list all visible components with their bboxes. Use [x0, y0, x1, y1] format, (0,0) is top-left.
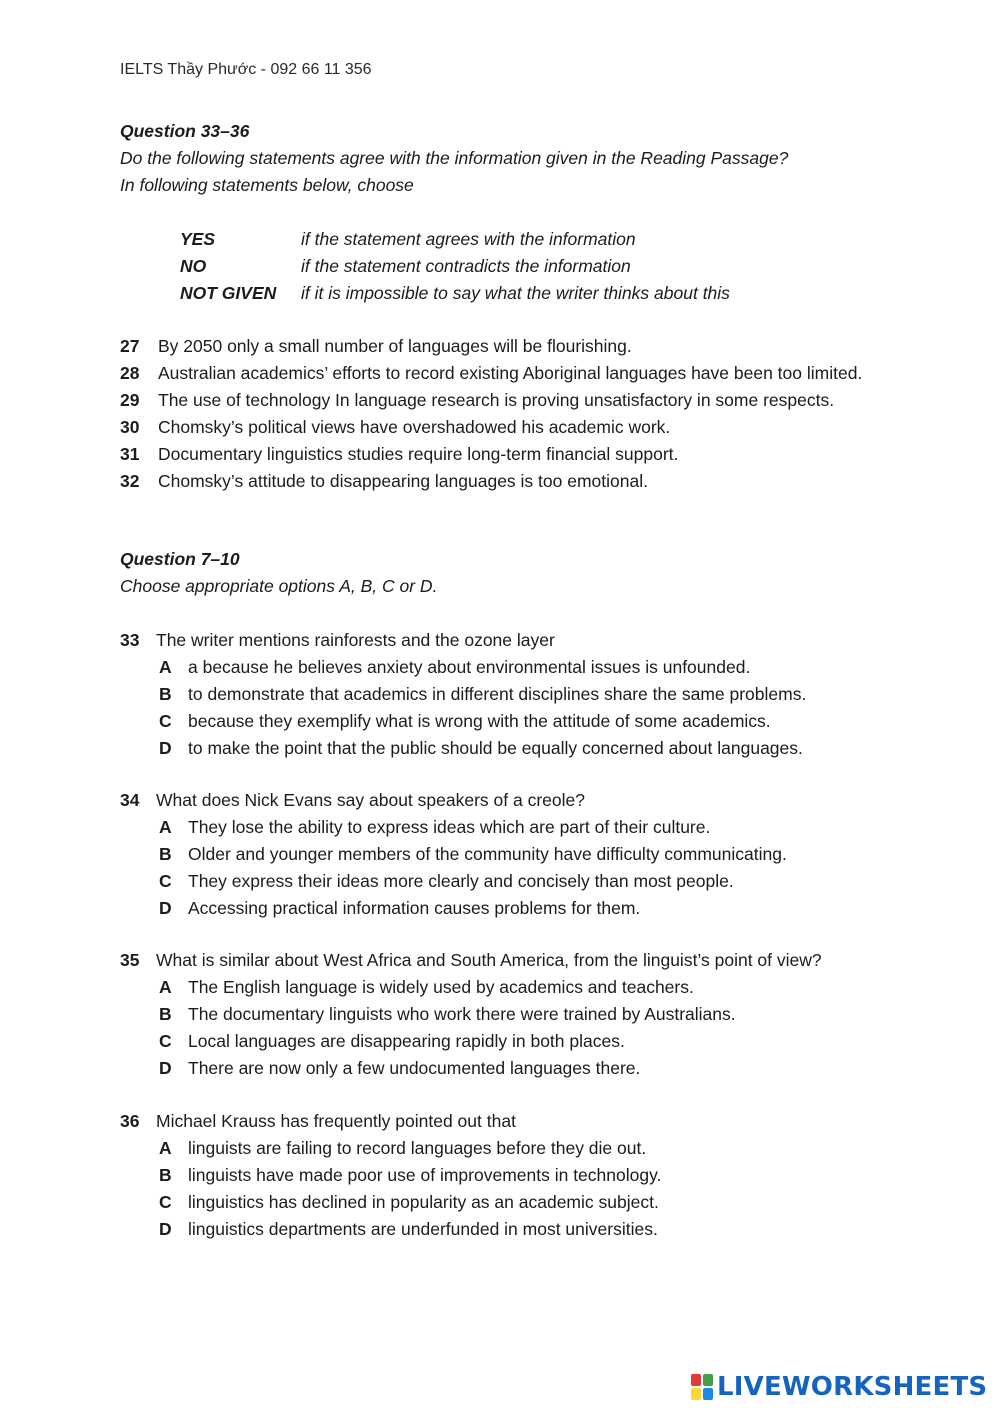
option-text: Older and younger members of the community have difficulty communicating. — [188, 844, 787, 864]
question-text: What is similar about West Africa and South America, from the linguist’s point of view? — [156, 950, 822, 970]
statement-text: Chomsky’s political views have overshadowed his academic work. — [158, 417, 671, 437]
option-a[interactable] — [120, 814, 900, 841]
statement-text: By 2050 only a small number of languages will be flourishing. — [158, 336, 632, 356]
legend-row — [180, 280, 730, 307]
statement-item — [120, 441, 900, 468]
statement-number: 27 — [120, 336, 140, 356]
option-letter: A — [159, 817, 172, 837]
option-text: Local languages are disappearing rapidly in both places. — [188, 1031, 625, 1051]
option-c[interactable] — [120, 708, 900, 735]
option-text: There are now only a few undocumented languages there. — [188, 1058, 641, 1078]
instruction-line: Do the following statements agree with the information given in the Reading Passage? — [120, 148, 789, 168]
statement-number: 31 — [120, 444, 140, 464]
logo-square-blue — [703, 1388, 713, 1400]
mcq-question — [120, 787, 900, 922]
option-letter: B — [159, 1165, 172, 1185]
legend-description: if it is impossible to say what the writer thinks about this — [301, 283, 730, 303]
statement-list — [120, 333, 900, 495]
option-letter: A — [159, 1138, 172, 1158]
logo-square-red — [691, 1374, 701, 1386]
option-c[interactable] — [120, 1189, 900, 1216]
option-d[interactable] — [120, 735, 900, 762]
section-yes-no-not-given — [120, 118, 920, 199]
option-a[interactable] — [120, 654, 900, 681]
option-b[interactable] — [120, 841, 900, 868]
legend-row — [180, 226, 730, 253]
option-b[interactable] — [120, 1162, 900, 1189]
statement-text: The use of technology In language research is proving unsatisfactory in some respects. — [158, 390, 835, 410]
option-c[interactable] — [120, 868, 900, 895]
statement-number: 32 — [120, 471, 140, 491]
option-letter: C — [159, 1192, 172, 1212]
option-text: linguistics has declined in popularity as an academic subject. — [188, 1192, 659, 1212]
legend-description: if the statement agrees with the information — [301, 229, 636, 249]
question-stem — [120, 627, 900, 654]
question-text: The writer mentions rainforests and the ozone layer — [156, 630, 555, 650]
question-number: 34 — [120, 790, 140, 810]
option-d[interactable] — [120, 895, 900, 922]
question-stem — [120, 947, 900, 974]
mcq-question — [120, 947, 900, 1082]
question-number: 36 — [120, 1111, 140, 1131]
statement-text: Documentary linguistics studies require long-term financial support. — [158, 444, 679, 464]
option-letter: B — [159, 844, 172, 864]
option-a[interactable] — [120, 1135, 900, 1162]
page-header: IELTS Thầy Phước - 092 66 11 356 — [120, 61, 372, 78]
option-a[interactable] — [120, 974, 900, 1001]
statement-text: Australian academics’ efforts to record existing Aboriginal languages have been too limited. — [158, 363, 863, 383]
option-text: linguists have made poor use of improvements in technology. — [188, 1165, 662, 1185]
option-text: to demonstrate that academics in different disciplines share the same problems. — [188, 684, 807, 704]
option-c[interactable] — [120, 1028, 900, 1055]
statement-item — [120, 468, 900, 495]
option-letter: D — [159, 1219, 172, 1239]
question-text: Michael Krauss has frequently pointed out that — [156, 1111, 516, 1131]
option-text: a because he believes anxiety about environmental issues is unfounded. — [188, 657, 751, 677]
option-d[interactable] — [120, 1216, 900, 1243]
legend-term: YES — [180, 229, 216, 249]
logo-square-green — [703, 1374, 713, 1386]
option-text: to make the point that the public should be equally concerned about languages. — [188, 738, 803, 758]
option-text: Accessing practical information causes problems for them. — [188, 898, 641, 918]
section-title: Question 33–36 — [120, 121, 250, 141]
legend-row — [180, 253, 730, 280]
option-letter: D — [159, 738, 172, 758]
question-number: 35 — [120, 950, 140, 970]
option-text: The documentary linguists who work there were trained by Australians. — [188, 1004, 736, 1024]
statement-text: Chomsky’s attitude to disappearing languages is too emotional. — [158, 471, 648, 491]
instruction-line: Choose appropriate options A, B, C or D. — [120, 576, 438, 596]
question-stem — [120, 1108, 900, 1135]
option-letter: A — [159, 657, 172, 677]
option-letter: D — [159, 898, 172, 918]
liveworksheets-logo-icon — [691, 1374, 713, 1400]
logo-text: LIVEWORKSHEETS — [717, 1372, 988, 1402]
option-text: They express their ideas more clearly and concisely than most people. — [188, 871, 734, 891]
legend-term: NO — [180, 256, 207, 276]
option-letter: B — [159, 684, 172, 704]
option-d[interactable] — [120, 1055, 900, 1082]
option-letter: C — [159, 711, 172, 731]
question-text: What does Nick Evans say about speakers of a creole? — [156, 790, 585, 810]
option-b[interactable] — [120, 681, 900, 708]
legend-description: if the statement contradicts the information — [301, 256, 631, 276]
statement-item — [120, 414, 900, 441]
mcq-question — [120, 1108, 900, 1243]
section-title: Question 7–10 — [120, 549, 240, 569]
option-text: because they exemplify what is wrong with the attitude of some academics. — [188, 711, 771, 731]
question-number: 33 — [120, 630, 140, 650]
question-stem — [120, 787, 900, 814]
logo-square-yellow — [691, 1388, 701, 1400]
option-letter: D — [159, 1058, 172, 1078]
statement-number: 28 — [120, 363, 140, 383]
instruction-line: In following statements below, choose — [120, 175, 414, 195]
liveworksheets-logo — [691, 1372, 987, 1402]
option-letter: A — [159, 977, 172, 997]
statement-number: 30 — [120, 417, 140, 437]
option-text: linguists are failing to record languages before they die out. — [188, 1138, 647, 1158]
mcq-question — [120, 627, 900, 762]
option-letter: C — [159, 1031, 172, 1051]
legend-term: NOT GIVEN — [180, 283, 277, 303]
statement-item — [120, 360, 900, 387]
option-letter: C — [159, 871, 172, 891]
option-text: The English language is widely used by academics and teachers. — [188, 977, 694, 997]
option-text: linguistics departments are underfunded in most universities. — [188, 1219, 658, 1239]
option-text: They lose the ability to express ideas which are part of their culture. — [188, 817, 711, 837]
answer-key-legend — [180, 226, 730, 307]
statement-item — [120, 387, 900, 414]
option-letter: B — [159, 1004, 172, 1024]
statement-item — [120, 333, 900, 360]
section-multiple-choice — [120, 546, 920, 600]
statement-number: 29 — [120, 390, 140, 410]
option-b[interactable] — [120, 1001, 900, 1028]
